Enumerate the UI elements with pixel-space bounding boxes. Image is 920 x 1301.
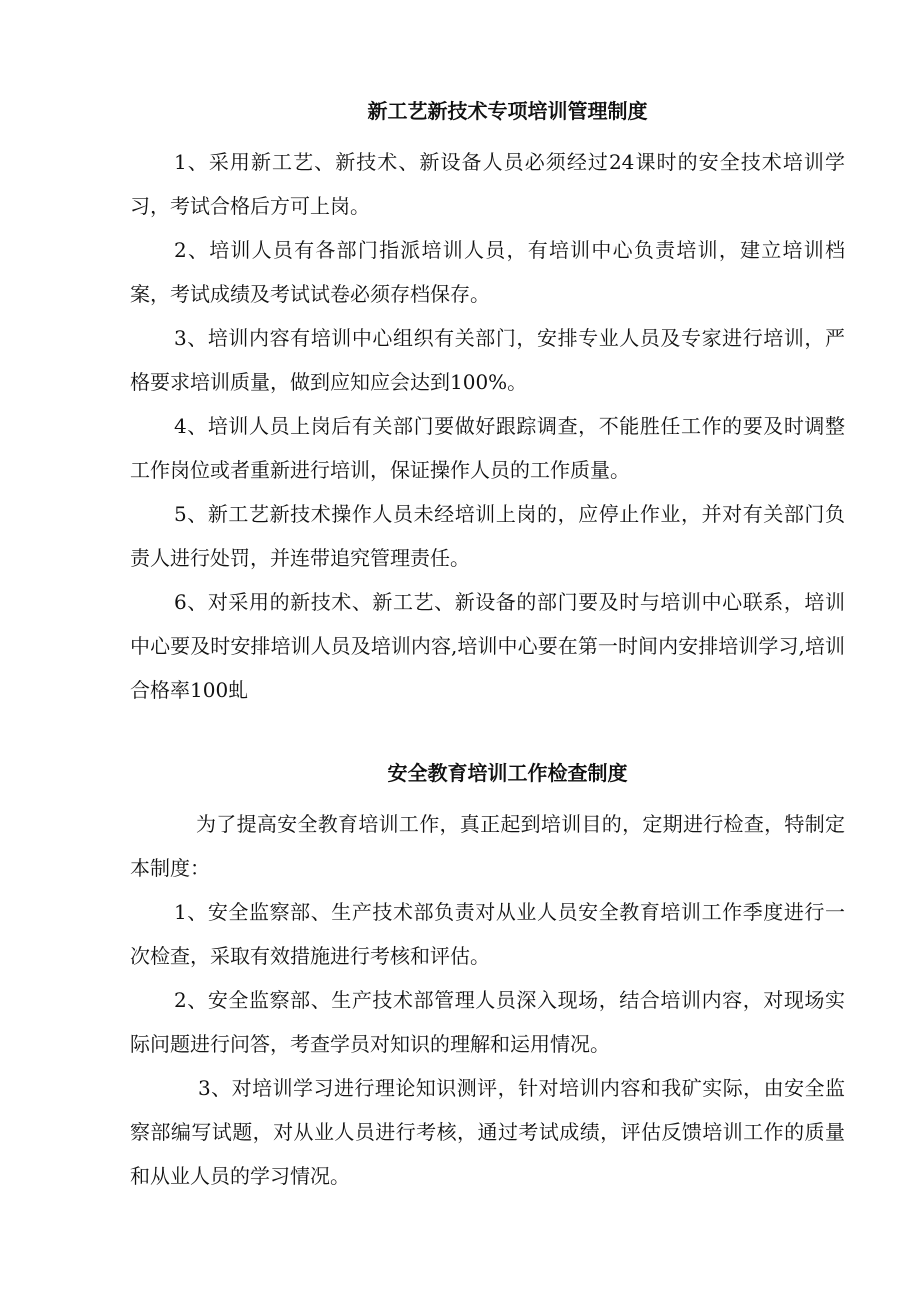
paragraph: 2、安全监察部、生产技术部管理人员深入现场，结合培训内容，对现场实际问题进行问答，考查学员对知识的理解和运用情况。	[130, 988, 845, 1056]
section-title: 新工艺新技术专项培训管理制度	[367, 99, 648, 123]
paragraph: 4、培训人员上岗后有关部门要做好跟踪调查，不能胜任工作的要及时调整工作岗位或者重新进行培训，保证操作人员的工作质量。	[130, 414, 845, 482]
paragraph: 6、对采用的新技术、新工艺、新设备的部门要及时与培训中心联系，培训中心要及时安排培训人员及培训内容,培训中心要在第一时间内安排培训学习,培训合格率100虬	[130, 590, 845, 702]
section-new-process-training	[130, 96, 845, 712]
paragraph: 1、采用新工艺、新技术、新设备人员必须经过24课时的安全技术培训学习，考试合格后方可上岗。	[130, 150, 845, 218]
intro-paragraph: 为了提高安全教育培训工作，真正起到培训目的，定期进行检查，特制定本制度：	[130, 812, 845, 880]
section-safety-training-inspection	[130, 758, 845, 1198]
paragraph: 3、对培训学习进行理论知识测评，针对培训内容和我矿实际，由安全监察部编写试题，对从业人员进行考核，通过考试成绩，评估反馈培训工作的质量和从业人员的学习情况。	[130, 1076, 845, 1188]
paragraph: 3、培训内容有培训中心组织有关部门，安排专业人员及专家进行培训，严格要求培训质量，做到应知应会达到100%。	[130, 326, 845, 394]
section-title: 安全教育培训工作检查制度	[387, 761, 628, 785]
paragraph: 2、培训人员有各部门指派培训人员，有培训中心负责培训，建立培训档案，考试成绩及考试试卷必须存档保存。	[130, 238, 845, 306]
paragraph: 5、新工艺新技术操作人员未经培训上岗的，应停止作业，并对有关部门负责人进行处罚，并连带追究管理责任。	[130, 502, 845, 570]
paragraph: 1、安全监察部、生产技术部负责对从业人员安全教育培训工作季度进行一次检查，采取有效措施进行考核和评估。	[130, 900, 845, 968]
